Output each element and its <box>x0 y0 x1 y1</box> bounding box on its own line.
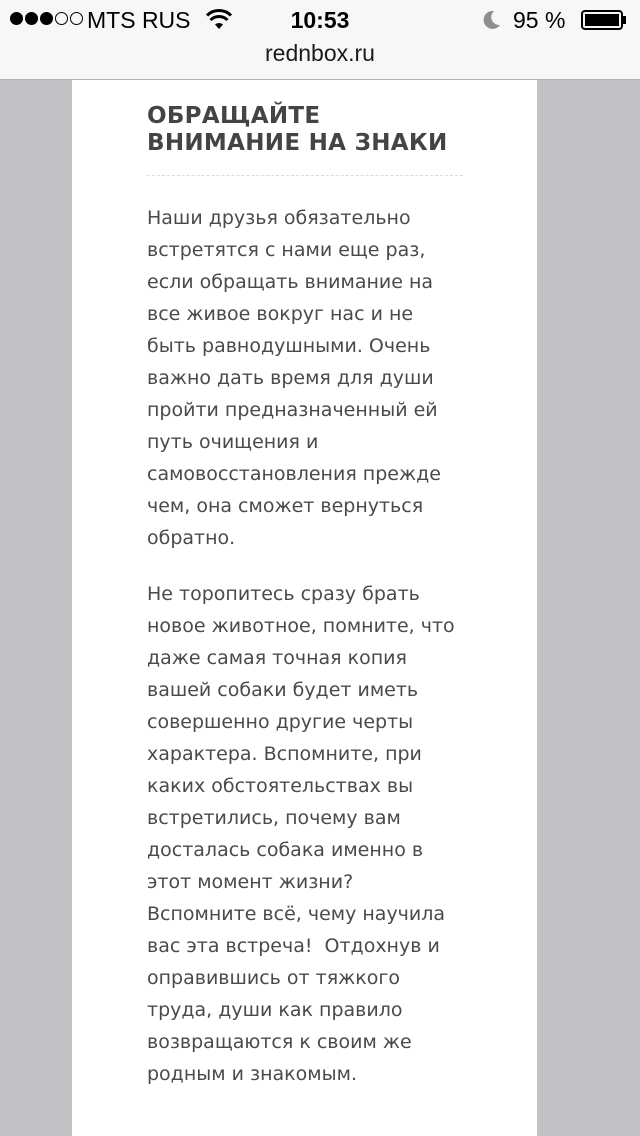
article-heading: ОБРАЩАЙТЕ ВНИМАНИЕ НА ЗНАКИ <box>147 103 448 156</box>
article-paragraph: Не торопитесь сразу брать новое животное, помните, что даже самая точная копия вашей собаки будет иметь совершенно другие черты характера. Вспомните, при каких обстоятельствах вы встретились, почему вам досталась собака именно в этот момент жизни? Вспомните всё, чему научила вас эта встреча! Отдохнув и оправившись от тяжкого труда, души как правило возвращаются к своим же родным и знакомым. <box>147 583 461 1085</box>
article-paragraph: Наши друзья обязательно встретятся с нами еще раз, если обращать внимание на все живое вокруг нас и не быть равнодушными. Очень важно дать время для души пройти предназначенный ей путь очищения и самовосстановления прежде чем, она сможет вернуться обратно. <box>147 207 447 549</box>
battery-percentage: 95 % <box>513 7 566 33</box>
heading-divider <box>147 175 463 176</box>
do-not-disturb-moon-icon <box>480 9 502 31</box>
address-bar[interactable] <box>0 40 640 80</box>
article-body <box>147 103 463 1090</box>
status-bar <box>0 0 640 40</box>
clock-time: 10:53 <box>290 7 350 33</box>
carrier-name: MTS RUS <box>87 7 191 33</box>
battery-icon <box>581 10 627 30</box>
address-bar-domain[interactable]: rednbox.ru <box>265 40 375 66</box>
article-column <box>72 80 537 1136</box>
